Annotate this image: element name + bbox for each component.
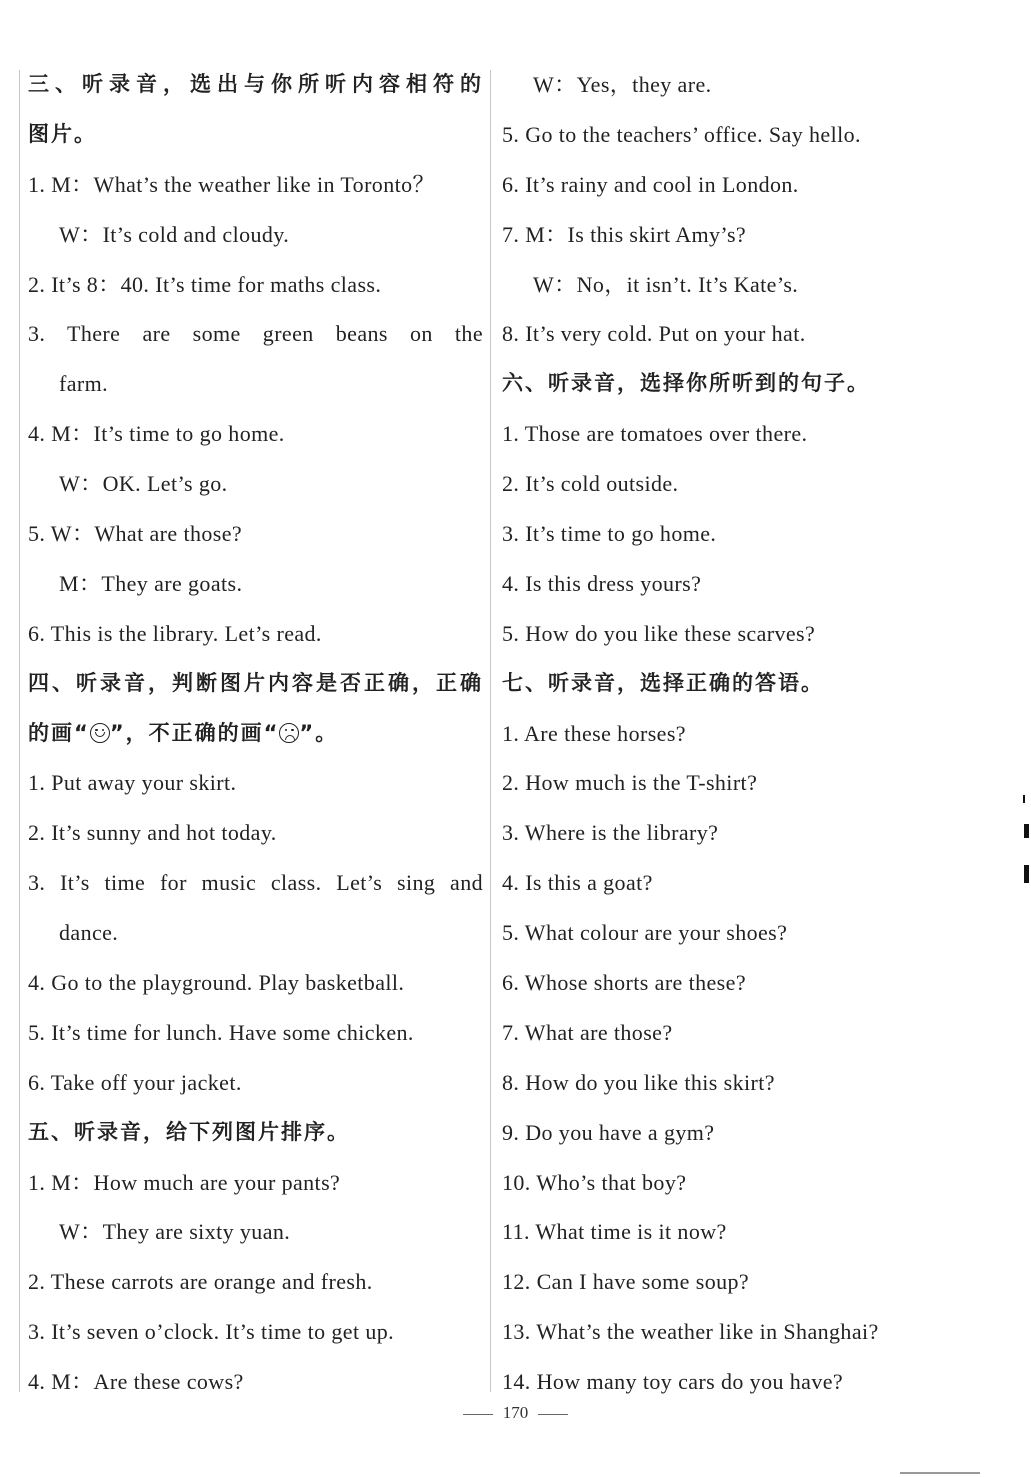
script-line: 4. Go to the playground. Play basketball.	[28, 970, 405, 996]
script-line: 5. It’s time for lunch. Have some chicken.	[28, 1019, 414, 1045]
script-line: 7. M：Is this skirt Amy’s?	[502, 221, 747, 247]
script-line: 5. How do you like these scarves?	[502, 620, 816, 646]
edge-mark	[900, 1472, 980, 1474]
script-line: 12. Can I have some soup?	[502, 1269, 750, 1295]
heading-text: ”，不正确的画“	[109, 720, 280, 745]
script-line: 3. It’s seven o’clock. It’s time to get up.	[28, 1319, 395, 1345]
page-number: 170	[502, 1403, 529, 1422]
edge-mark	[1023, 795, 1025, 803]
script-line: 8. How do you like this skirt?	[502, 1069, 775, 1095]
edge-mark	[1024, 824, 1029, 838]
script-line: 1. M：How much are your pants?	[28, 1169, 341, 1195]
heading-text: ”。	[299, 720, 339, 745]
script-line: 14. How many toy cars do you have?	[502, 1369, 844, 1395]
script-line: 5. What colour are your shoes?	[502, 920, 788, 946]
script-line: 3. Where is the library?	[502, 820, 719, 846]
script-line: 2. It’s 8：40. It’s time for maths class.	[28, 271, 382, 297]
script-line: 4. M：It’s time to go home.	[28, 421, 285, 447]
script-line: 2. How much is the T-shirt?	[502, 770, 758, 796]
script-line: W：No，it isn’t. It’s Kate’s.	[533, 271, 799, 297]
script-line: W：It’s cold and cloudy.	[59, 221, 290, 247]
footer-dash-right	[538, 1414, 568, 1415]
script-line: 8. It’s very cold. Put on your hat.	[502, 321, 806, 347]
sad-face-icon	[279, 723, 299, 743]
script-line: 2. These carrots are orange and fresh.	[28, 1269, 373, 1295]
heading-text: 的画“	[28, 720, 90, 745]
script-line: 4. M：Are these cows?	[28, 1369, 244, 1395]
script-line: W：They are sixty yuan.	[59, 1219, 291, 1245]
script-line: M：They are goats.	[59, 570, 243, 596]
footer-dash-left	[463, 1414, 493, 1415]
script-line: 2. It’s cold outside.	[502, 471, 679, 497]
script-line: 4. Is this a goat?	[502, 870, 653, 896]
section-heading: 三、听录音，选出与你所听内容相符的	[28, 72, 483, 96]
edge-mark	[1024, 865, 1029, 883]
left-margin-rule	[19, 70, 20, 1392]
script-line: 1. Those are tomatoes over there.	[502, 421, 808, 447]
left-column	[28, 60, 483, 1407]
script-line: 6. It’s rainy and cool in London.	[502, 171, 799, 197]
column-divider	[490, 70, 491, 1392]
section-heading	[28, 709, 483, 759]
script-line: 4. Is this dress yours?	[502, 570, 702, 596]
script-line: 1. Are these horses?	[502, 720, 686, 746]
script-line: 3. There are some green beans on the	[28, 321, 483, 347]
section-heading: 四、听录音，判断图片内容是否正确，正确	[28, 670, 483, 695]
page-footer	[0, 1403, 1031, 1423]
script-line: 9. Do you have a gym?	[502, 1119, 715, 1145]
script-line: 11. What time is it now?	[502, 1219, 727, 1245]
script-line: W：Yes，they are.	[533, 72, 712, 97]
smiley-face-icon	[90, 723, 110, 743]
script-line: 1. M：What’s the weather like in Toronto？	[28, 171, 435, 197]
right-column	[502, 60, 1002, 1407]
script-line: 3. It’s time for music class. Let’s sing and	[28, 870, 483, 896]
script-line: 7. What are those?	[502, 1019, 673, 1045]
section-heading: 七、听录音，选择正确的答语。	[502, 670, 824, 695]
script-line: 6. This is the library. Let’s read.	[28, 620, 322, 646]
script-line: 5. W：What are those?	[28, 521, 243, 547]
script-line: 6. Whose shorts are these?	[502, 970, 746, 996]
script-line: 2. It’s sunny and hot today.	[28, 820, 277, 846]
script-line: farm.	[59, 371, 109, 397]
script-line: dance.	[59, 920, 119, 946]
script-line: 10. Who’s that boy?	[502, 1169, 687, 1195]
script-line: 6. Take off your jacket.	[28, 1069, 242, 1095]
section-heading: 五、听录音，给下列图片排序。	[28, 1119, 350, 1144]
script-line: 13. What’s the weather like in Shanghai?	[502, 1319, 879, 1345]
script-line: W：OK. Let’s go.	[59, 471, 228, 497]
section-heading: 六、听录音，选择你所听到的句子。	[502, 371, 870, 396]
section-heading: 图片。	[28, 121, 97, 146]
script-line: 1. Put away your skirt.	[28, 770, 237, 796]
script-line: 3. It’s time to go home.	[502, 521, 717, 547]
script-line: 5. Go to the teachers’ office. Say hello.	[502, 121, 861, 147]
